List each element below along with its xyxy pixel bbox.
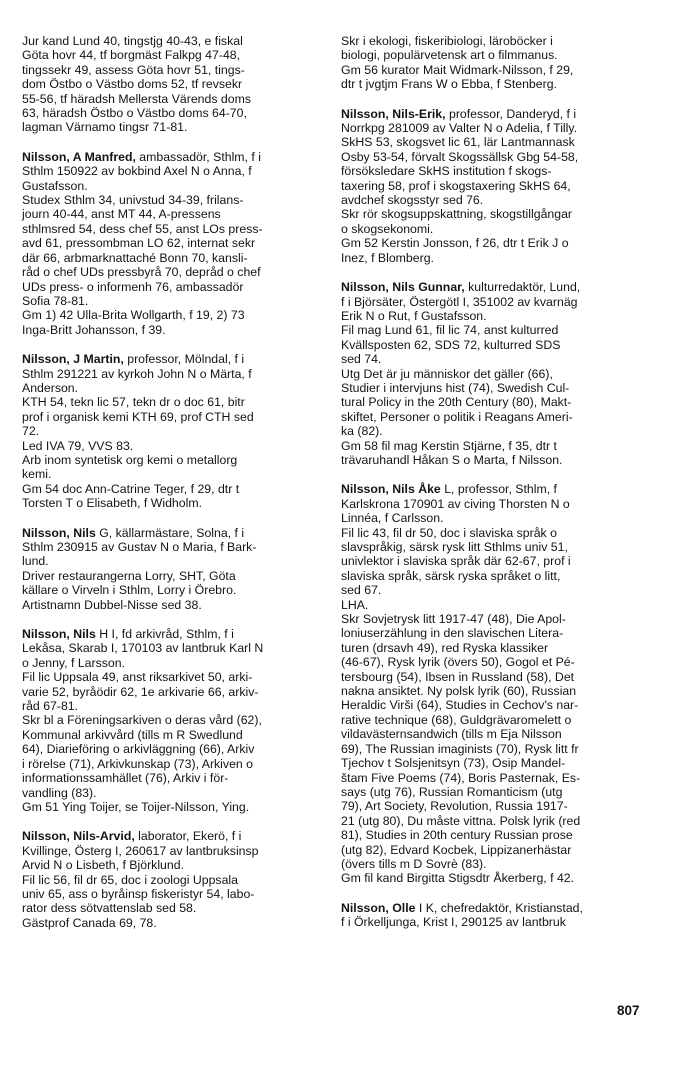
page-number: 807: [617, 1003, 640, 1018]
entry-text: Jur kand Lund 40, tingstjg 40-43, e fiskal: [22, 34, 243, 48]
entry-name: Nilsson, Olle: [341, 900, 416, 915]
entry-line: [341, 280, 641, 294]
entry-line: [341, 871, 641, 885]
entry-text: Led IVA 79, VVS 83.: [22, 438, 134, 453]
entry-name: Nilsson, Nils: [22, 627, 96, 642]
entry-text: Gustafsson.: [22, 178, 88, 193]
entry-text: 21 (utg 80), Du måste vittna. Polsk lyrik (red: [341, 813, 581, 828]
entry-text: turen (drsavh 49), red Ryska klassiker: [341, 640, 549, 655]
entry-line: [22, 294, 312, 308]
entry-line: [341, 857, 641, 871]
entry-nilsson-nils-g: [22, 526, 312, 612]
entry-text: Gästprof Canada 69, 78.: [22, 915, 157, 930]
entry-text: laborator, Ekerö, f i: [134, 829, 242, 844]
entry-line: [341, 424, 641, 438]
entry-line: [22, 424, 312, 438]
entry-text: Gm 54 doc Ann-Catrine Teger, f 29, dtr t: [22, 481, 240, 496]
entry-line: [22, 771, 312, 785]
entry-line: [341, 193, 641, 207]
entry-line: [341, 915, 641, 929]
entry-line: [341, 34, 641, 48]
entry-line: [22, 120, 312, 134]
entry-line: [341, 569, 641, 583]
entry-text: Erik N o Rut, f Gustafsson.: [341, 308, 487, 323]
entry-nilsson-nils-h: [22, 627, 312, 814]
entry-continuation: [22, 34, 312, 135]
entry-line: [22, 685, 312, 699]
entry-line: [341, 150, 641, 164]
entry-text: Gm 1) 42 Ulla-Brita Wollgarth, f 19, 2) 73: [22, 308, 245, 323]
entry-line: [341, 395, 641, 409]
entry-line: [22, 222, 312, 236]
entry-text: rative technique (68), Guldgrävaromelett o: [341, 712, 572, 727]
entry-line: [22, 381, 312, 395]
entry-text: Lekåsa, Skarab I, 170103 av lantbruk Karl N: [22, 641, 264, 656]
entry-text: Kommunal arkivvård (tills m R Swedlund: [22, 727, 243, 742]
entry-text: Artistnamn Dubbel-Nisse sed 38.: [22, 597, 202, 612]
entry-text: Fil lic 56, fil dr 65, doc i zoologi Uppsala: [22, 872, 238, 887]
entry-line: [341, 713, 641, 727]
entry-line: [22, 453, 312, 467]
entry-text: Gm 51 Ying Toijer, se Toijer-Nilsson, Ying.: [22, 799, 250, 814]
entry-line: [341, 785, 641, 799]
entry-text: Linnéa, f Carlsson.: [341, 511, 444, 526]
entry-text: Sthlm 291221 av kyrkoh John N o Märta, f: [22, 366, 252, 381]
entry-line: [341, 453, 641, 467]
entry-name: Nilsson, Nils-Erik,: [341, 106, 446, 121]
entry-line: [22, 901, 312, 915]
entry-line: [22, 251, 312, 265]
entry-text: varie 52, byråödir 62, 1e arkivarie 66, arkiv-: [22, 684, 259, 699]
entry-line: [22, 713, 312, 727]
entry-line: [22, 467, 312, 481]
entry-text: tural Policy in the 20th Century (80), Makt-: [341, 395, 572, 410]
entry-text: Kvillinge, Österg I, 260617 av lantbruksinsp: [22, 843, 259, 858]
entry-line: [341, 236, 641, 250]
entry-text: o skogsekonomi.: [341, 221, 434, 236]
entry-line: [341, 135, 641, 149]
entry-text: tingssekr 49, assess Göta hovr 51, tings-: [22, 62, 245, 77]
entry-nilsson-j-martin: [22, 352, 312, 510]
entry-text: slavspråkig, särsk rysk litt Sthlms univ 51,: [341, 540, 568, 554]
entry-text: (övers tills m D Sovrè (83).: [341, 856, 487, 871]
entry-name: Nilsson, Nils: [22, 525, 96, 540]
entry-line: [22, 757, 312, 771]
entry-text: (46-67), Rysk lyrik (övers 50), Gogol et Pé-: [341, 655, 575, 670]
entry-line: [22, 800, 312, 814]
entry-text: štam Five Poems (74), Boris Pasternak, Es-: [341, 770, 581, 785]
entry-line: [22, 207, 312, 221]
entry-line: [22, 482, 312, 496]
entry-text: o Jenny, f Larsson.: [22, 655, 125, 670]
entry-text: i rörelse (71), Arkivkunskap (73), Arkiven o: [22, 756, 253, 771]
entry-text: H I, fd arkivråd, Sthlm, f i: [95, 627, 234, 642]
entry-name: Nilsson, J Martin,: [22, 352, 124, 367]
entry-line: [341, 771, 641, 785]
entry-line: [341, 598, 641, 612]
entry-text: Torsten T o Elisabeth, f Widholm.: [22, 496, 202, 511]
entry-text: kemi.: [22, 467, 52, 482]
entry-line: [341, 309, 641, 323]
entry-text: sthlmsred 54, dess chef 55, anst LOs press-: [22, 221, 263, 236]
entry-text: LHA.: [341, 597, 369, 612]
entry-text: professor, Mölndal, f i: [123, 352, 245, 367]
entry-text: Gm fil kand Birgitta Stigsdtr Åkerberg, f 42.: [341, 871, 575, 886]
entry-line: [22, 670, 312, 684]
entry-line: [341, 684, 641, 698]
entry-text: dom Östbo o Västbo doms 52, tf revsekr: [22, 77, 243, 92]
entry-text: lund.: [22, 554, 49, 569]
entry-line: [22, 656, 312, 670]
entry-line: [22, 699, 312, 713]
entry-line: [341, 526, 641, 540]
entry-line: [341, 583, 641, 597]
entry-text: råd o chef UDs pressbyrå 70, depråd o chef: [22, 265, 261, 280]
entry-line: [341, 482, 641, 496]
entry-text: vandling (83).: [22, 785, 97, 800]
entry-line: [341, 251, 641, 265]
entry-text: Studier i intervjuns hist (74), Swedish Cul-: [341, 380, 570, 395]
entry-text: Arvid N o Lisbeth, f Björklund.: [22, 858, 184, 873]
entry-line: [22, 164, 312, 178]
entry-text: 55-56, tf häradsh Mellersta Värends doms: [22, 91, 251, 106]
entry-line: [22, 916, 312, 930]
entry-text: Skr rör skogsuppskattning, skogstillgångar: [341, 207, 573, 222]
entry-line: [341, 410, 641, 424]
entry-line: [22, 526, 312, 540]
entry-text: journ 40-44, anst MT 44, A-pressens: [22, 207, 221, 222]
entry-text: vildavästernsandwich (tills m Eja Nilsson: [341, 727, 562, 742]
entry-text: sed 67.: [341, 583, 382, 598]
entry-text: Fil mag Lund 61, fil lic 74, anst kulturred: [341, 323, 559, 338]
entry-line: [22, 887, 312, 901]
entry-line: [341, 727, 641, 741]
entry-text: 69), The Russian imaginists (70), Rysk litt fr: [341, 741, 579, 756]
entry-line: [22, 395, 312, 409]
entry-line: [22, 829, 312, 843]
entry-text: professor, Danderyd, f i: [445, 106, 577, 121]
entry-line: [22, 236, 312, 250]
entry-text: trävaruhandl Håkan S o Marta, f Nilsson.: [341, 452, 563, 467]
entry-text: Osby 53-54, förvalt Skogssällsk Gbg 54-58,: [341, 149, 579, 164]
entry-text: 63, häradsh Östbo o Västbo doms 64-70,: [22, 106, 247, 121]
entry-line: [22, 367, 312, 381]
entry-text: Heraldic Virši (64), Studies in Cechov's nar-: [341, 698, 579, 713]
entry-name: Nilsson, Nils Åke: [341, 482, 441, 497]
entry-nilsson-nils-ake: [341, 482, 641, 885]
entry-text: 81), Studies in 20th century Russian prose: [341, 828, 573, 843]
entry-text: says (utg 76), Russian Romanticism (utg: [341, 784, 563, 799]
entry-text: Skr bl a Föreningsarkiven o deras vård (62),: [22, 713, 262, 728]
entry-text: Gm 52 Kerstin Jonsson, f 26, dtr t Erik J o: [341, 236, 569, 251]
entry-line: [341, 901, 641, 915]
left-column: [22, 34, 312, 945]
entry-line: [341, 511, 641, 525]
entry-line: [22, 554, 312, 568]
entry-line: [341, 698, 641, 712]
entry-line: [22, 583, 312, 597]
entry-text: f i Örkelljunga, Krist I, 290125 av lantbruk: [341, 915, 566, 930]
entry-text: avd 61, pressombman LO 62, internat sekr: [22, 236, 256, 251]
entry-text: ka (82).: [341, 424, 383, 439]
entry-text: SkHS 53, skogsvet lic 61, lär Lantmannask: [341, 135, 575, 150]
entry-line: [341, 207, 641, 221]
entry-text: univ 65, ass o byråinsp fiskeristyr 54, labo-: [22, 886, 255, 901]
entry-line: [22, 786, 312, 800]
entry-line: [22, 540, 312, 554]
entry-text: Gm 56 kurator Mait Widmark-Nilsson, f 29,: [341, 62, 574, 77]
entry-line: [22, 48, 312, 62]
entry-text: f i Björsäter, Östergötl I, 351002 av kvarnäg: [341, 294, 578, 309]
entry-line: [22, 77, 312, 91]
entry-line: [341, 121, 641, 135]
entry-text: lagman Värnamo tingsr 71-81.: [22, 120, 188, 135]
entry-line: [22, 150, 312, 164]
entry-text: försöksledare SkHS institution f skogs-: [341, 164, 552, 179]
entry-line: [341, 77, 641, 91]
entry-name: Nilsson, Nils Gunnar,: [341, 280, 465, 295]
entry-line: [22, 280, 312, 294]
entry-line: [341, 655, 641, 669]
entry-text: Skr i ekologi, fiskeribiologi, läroböcker i: [341, 34, 553, 48]
entry-line: [22, 92, 312, 106]
entry-line: [22, 106, 312, 120]
entry-line: [341, 843, 641, 857]
entry-text: slaviska språk, särsk ryska språket o litt,: [341, 568, 561, 583]
entry-line: [341, 554, 641, 568]
entry-text: Tjechov t Solsjenitsyn (73), Osip Mandel-: [341, 756, 566, 771]
entry-text: taxering 58, prof i skogstaxering SkHS 64,: [341, 178, 571, 193]
entry-text: Driver restaurangerna Lorry, SHT, Göta: [22, 568, 236, 583]
entry-line: [341, 164, 641, 178]
entry-text: skiftet, Personer o politik i Reagans Ameri-: [341, 409, 573, 424]
entry-text: Anderson.: [22, 380, 79, 395]
entry-line: [22, 193, 312, 207]
entry-text: källare o Virveln i Sthlm, Lorry i Örebro.: [22, 583, 237, 598]
entry-line: [22, 34, 312, 48]
entry-line: [22, 496, 312, 510]
entry-text: Fil lic 43, fil dr 50, doc i slaviska språk o: [341, 525, 557, 540]
entry-text: ambassadör, Sthlm, f i: [135, 149, 261, 164]
entry-text: där 66, arbmarknattaché Bonn 70, kansli-: [22, 250, 248, 265]
entry-line: [22, 728, 312, 742]
entry-line: [22, 641, 312, 655]
entry-line: [341, 540, 641, 554]
entry-line: [341, 295, 641, 309]
entry-text: Sthlm 230915 av Gustav N o Maria, f Bark-: [22, 540, 257, 554]
entry-line: [341, 756, 641, 770]
entry-line: [341, 742, 641, 756]
entry-text: loniuserzählung in den slavischen Litera-: [341, 626, 564, 641]
entry-text: Göta hovr 44, tf borgmäst Falkpg 47-48,: [22, 48, 241, 63]
entry-nilsson-a-manfred: [22, 150, 312, 337]
entry-line: [22, 439, 312, 453]
entry-text: Arb inom syntetisk org kemi o metallorg: [22, 452, 238, 467]
entry-text: Sofia 78-81.: [22, 293, 89, 308]
entry-line: [22, 844, 312, 858]
entry-text: Studex Sthlm 34, univstud 34-39, frilans-: [22, 193, 244, 208]
entry-text: I K, chefredaktör, Kristianstad,: [415, 900, 583, 915]
entry-line: [22, 598, 312, 612]
entry-text: KTH 54, tekn lic 57, tekn dr o doc 61, bitr: [22, 395, 245, 410]
entry-text: G, källarmästare, Solna, f i: [95, 525, 245, 540]
entry-text: Fil lic Uppsala 49, anst riksarkivet 50, arki-: [22, 670, 253, 685]
entry-line: [22, 742, 312, 756]
entry-line: [341, 439, 641, 453]
entry-nilsson-olle: [341, 901, 641, 930]
entry-line: [341, 352, 641, 366]
entry-line: [341, 641, 641, 655]
entry-line: [22, 265, 312, 279]
entry-line: [22, 873, 312, 887]
entry-line: [22, 569, 312, 583]
entry-text: Gm 58 fil mag Kerstin Stjärne, f 35, dtr t: [341, 438, 557, 453]
entry-line: [341, 179, 641, 193]
entry-name: Nilsson, A Manfred,: [22, 149, 136, 164]
entry-text: Karlskrona 170901 av civing Thorsten N o: [341, 496, 570, 511]
entry-text: Utg Det är ju människor det gäller (66),: [341, 366, 553, 381]
entry-text: Inga-Britt Johansson, f 39.: [22, 322, 166, 337]
entry-text: Skr Sovjetrysk litt 1917-47 (48), Die Apol-: [341, 612, 566, 627]
entry-line: [341, 799, 641, 813]
entry-text: kulturredaktör, Lund,: [464, 280, 581, 295]
entry-continuation: [341, 34, 641, 92]
entry-line: [22, 627, 312, 641]
entry-line: [341, 367, 641, 381]
entry-text: 64), Diarieföring o arkivläggning (66), Arkiv: [22, 742, 255, 757]
entry-text: L, professor, Sthlm, f: [440, 482, 557, 497]
entry-line: [341, 48, 641, 62]
entry-line: [341, 670, 641, 684]
entry-line: [341, 338, 641, 352]
entry-line: [22, 308, 312, 322]
entry-line: [341, 814, 641, 828]
entry-line: [22, 179, 312, 193]
entry-text: (utg 82), Edvard Kocbek, Lippizanerhästar: [341, 842, 572, 857]
entry-text: nakna ansiktet. Ny polsk lyrik (60), Russian: [341, 684, 577, 699]
entry-text: 79), Art Society, Revolution, Russia 1917-: [341, 799, 568, 814]
entry-nilsson-nils-arvid: [22, 829, 312, 930]
entry-line: [341, 323, 641, 337]
entry-text: Inez, f Blomberg.: [341, 250, 434, 265]
entry-text: Sthlm 150922 av bokbind Axel N o Anna, f: [22, 164, 252, 179]
entry-text: sed 74.: [341, 352, 382, 367]
entry-line: [341, 107, 641, 121]
entry-text: biologi, populärvetensk art o filmmanus.: [341, 48, 558, 63]
entry-line: [341, 63, 641, 77]
entry-line: [22, 63, 312, 77]
entry-text: Kvällsposten 62, SDS 72, kulturred SDS: [341, 337, 561, 352]
entry-line: [341, 612, 641, 626]
entry-line: [22, 352, 312, 366]
entry-line: [341, 626, 641, 640]
right-column: [341, 34, 641, 945]
entry-line: [341, 381, 641, 395]
entry-line: [22, 858, 312, 872]
entry-text: UDs press- o informenh 76, ambassadör: [22, 279, 244, 294]
entry-line: [22, 410, 312, 424]
entry-text: avdchef skogsstyr sed 76.: [341, 193, 484, 208]
entry-text: tersbourg (54), Ibsen in Russland (58), Det: [341, 669, 575, 684]
entry-line: [341, 222, 641, 236]
entry-name: Nilsson, Nils-Arvid,: [22, 829, 135, 844]
entry-text: rator dess sötvattenslab sed 58.: [22, 901, 197, 916]
entry-nilsson-nils-gunnar: [341, 280, 641, 467]
entry-text: univlektor i slaviska språk där 62-67, prof i: [341, 554, 571, 569]
entry-text: Norrkpg 281009 av Valter N o Adelia, f Tilly.: [341, 121, 578, 136]
entry-text: informationssamhället (76), Arkiv i för-: [22, 771, 229, 786]
entry-text: 72.: [22, 424, 40, 439]
entry-line: [22, 323, 312, 337]
entry-nilsson-nils-erik: [341, 107, 641, 265]
entry-line: [341, 497, 641, 511]
entry-line: [341, 828, 641, 842]
entry-text: dtr t jvgtjm Frans W o Ebba, f Stenberg.: [341, 77, 557, 92]
entry-text: prof i organisk kemi KTH 69, prof CTH sed: [22, 409, 254, 424]
entry-text: råd 67-81.: [22, 699, 79, 714]
